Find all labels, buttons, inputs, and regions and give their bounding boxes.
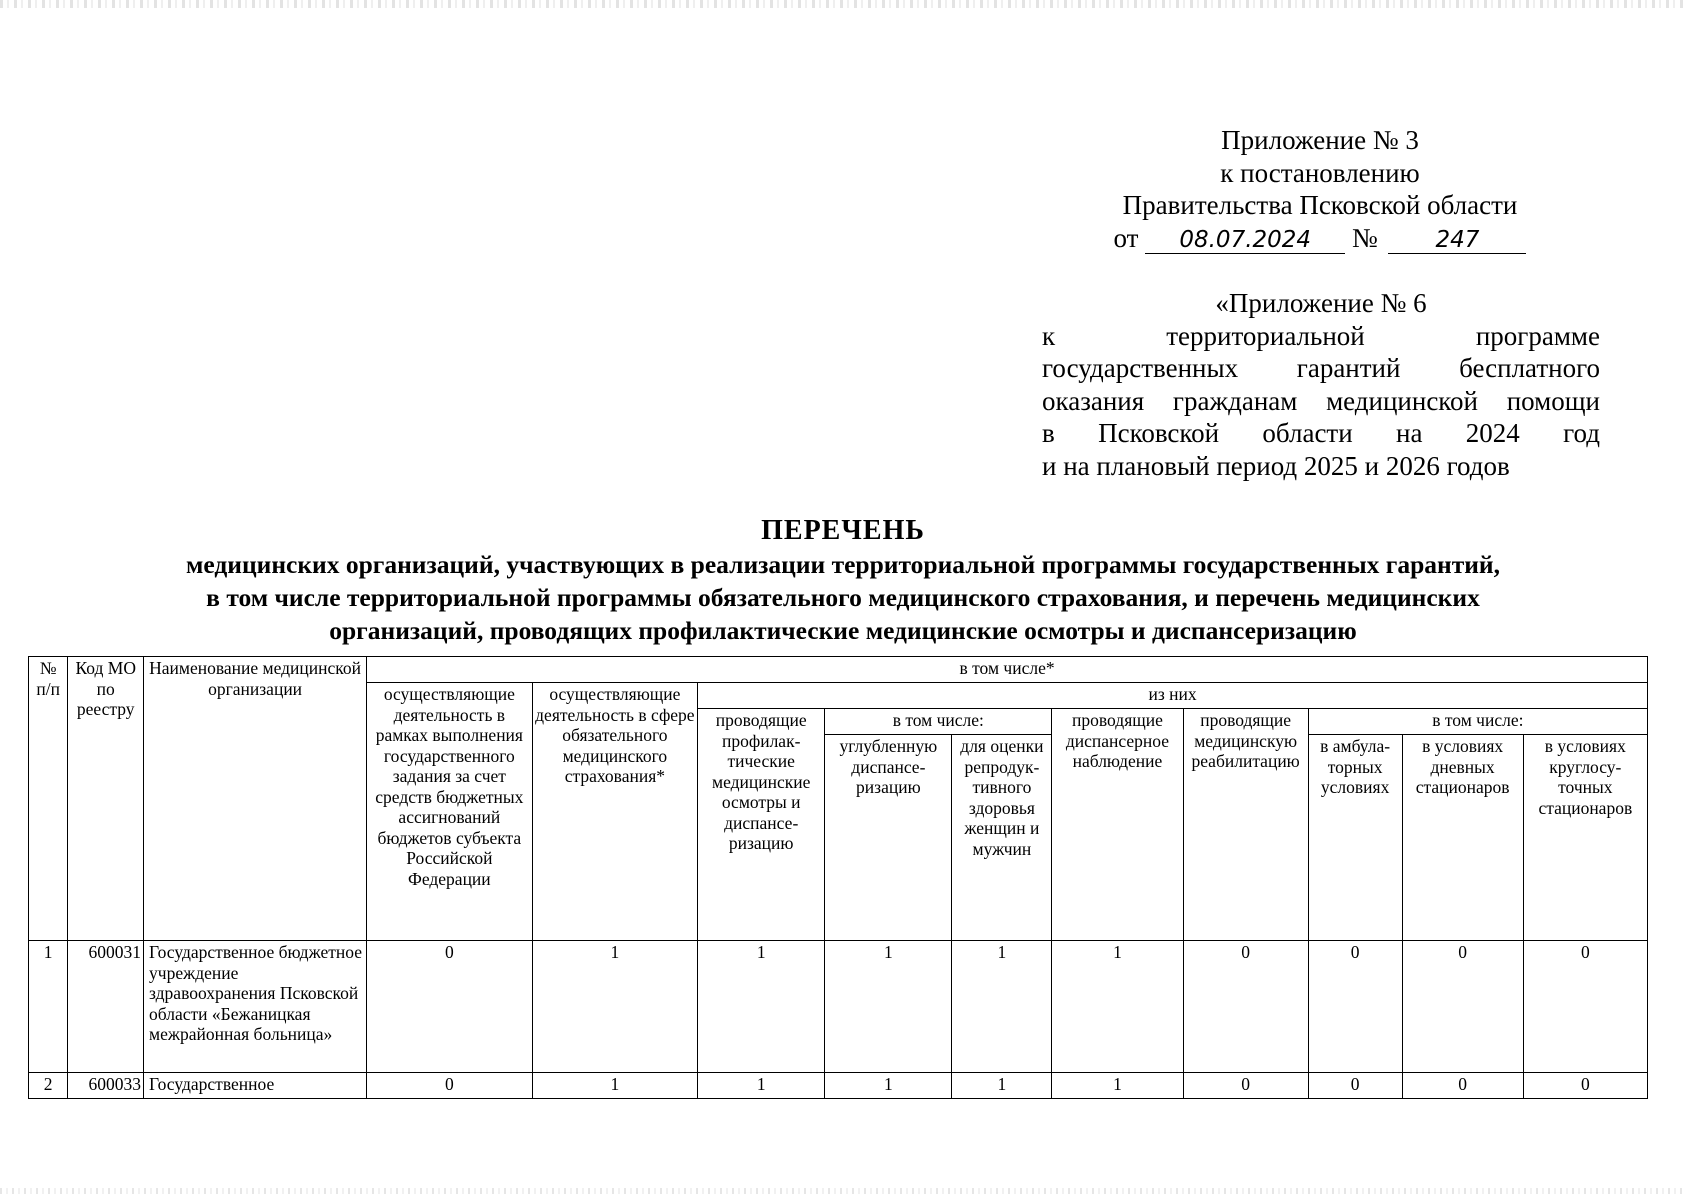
title-heading: ПЕРЕЧЕНЬ [761,515,925,546]
appendix-program-line-5: в Псковской области на 2024 год [1042,418,1600,448]
cell-state-task: 0 [367,1073,533,1099]
appendix-program-line-1: «Приложение № 6 [1215,288,1427,318]
header-num: № п/п [29,657,68,941]
header-reproductive: для оценки репродуктивного здоровья женщин и мужчин [952,735,1052,941]
cell-day-hospital: 0 [1402,941,1523,1073]
cell-day-hospital: 0 [1402,1073,1523,1099]
cell-rehab: 0 [1183,1073,1308,1099]
row-code: 600031 [68,941,144,1073]
header-including: в том числе* [367,657,1648,683]
handwritten-date: 08.07.2024 [1145,227,1345,254]
title-line-1: медицинских организаций, участвующих в реализации территориальной программы государственных гарантий, [186,550,1500,579]
cell-state-task: 0 [367,941,533,1073]
cell-outpatient: 0 [1308,941,1402,1073]
header-code: Код МО по реестру [68,657,144,941]
cell-reproductive: 1 [952,941,1052,1073]
cell-oms: 1 [532,941,698,1073]
scan-edge-bottom [0,1188,1686,1194]
appendix-header [1030,124,1610,254]
header-in-depth: углубленную диспансеризацию [825,735,952,941]
handwritten-number: 247 [1388,227,1526,254]
header-prof-exams: проводящие профилактические медицинские осмотры и диспансеризацию [698,709,825,941]
header-round-clock: в условиях круглосуточных стационаров [1523,735,1647,941]
cell-round-clock: 0 [1523,1073,1647,1099]
cell-rehab: 0 [1183,941,1308,1073]
header-of-them: из них [698,683,1648,709]
cell-in-depth: 1 [825,1073,952,1099]
cell-round-clock: 0 [1523,941,1647,1073]
header-day-hospital: в условиях дневных стационаров [1402,735,1523,941]
header-including-a: в том числе: [825,709,1052,735]
number-prefix: № [1351,222,1378,253]
appendix-program-line-4: оказания гражданам медицинской помощи [1042,385,1600,416]
scan-edge-top [0,0,1686,8]
header-state-task: осуществляющие деятельность в рамках выполнения государственного задания за счет средств бюджетных ассигнований бюджетов субъекта Российской Федерации [367,683,533,941]
cell-dispensary: 1 [1052,1073,1183,1099]
date-prefix: от [1113,222,1139,253]
row-num: 1 [29,941,68,1073]
title-line-3: организаций, проводящих профилактические медицинские осмотры и диспансеризацию [329,616,1357,645]
cell-dispensary: 1 [1052,941,1183,1073]
cell-outpatient: 0 [1308,1073,1402,1099]
appendix-line-1: Приложение № 3 [1221,125,1419,155]
organizations-table [28,656,1648,1099]
cell-prof-exams: 1 [698,941,825,1073]
header-dispensary: проводящие диспансерное наблюдение [1052,709,1183,941]
row-code: 600033 [68,1073,144,1099]
cell-prof-exams: 1 [698,1073,825,1099]
row-name: Государственное [144,1073,367,1099]
header-rehab: проводящие медицинскую реабилитацию [1183,709,1308,941]
appendix-line-2: к постановлению [1220,157,1420,188]
row-name: Государственное бюджетное учреждение здравоохранения Псковской области «Бежаницкая межрайонная больница» [144,941,367,1073]
cell-reproductive: 1 [952,1073,1052,1099]
appendix-date-line [1030,222,1610,255]
cell-oms: 1 [532,1073,698,1099]
header-including-b: в том числе: [1308,709,1647,735]
row-num: 2 [29,1073,68,1099]
document-title [30,514,1656,647]
header-oms: осуществляющие деятельность в сфере обязательного медицинского страхования* [532,683,698,941]
table-row [29,1073,1648,1099]
cell-in-depth: 1 [825,941,952,1073]
appendix-program-line-6: и на плановый период 2025 и 2026 годов [1042,450,1510,481]
appendix-program-line-2: к территориальной программе [1042,320,1600,351]
appendix-line-3: Правительства Псковской области [1122,190,1518,220]
appendix-program-line-3: государственных гарантий бесплатного [1042,353,1600,383]
table-row [29,941,1648,1073]
title-line-2: в том числе территориальной программы обязательного медицинского страхования, и перечень медицинских [206,583,1480,612]
appendix-program [1042,287,1600,482]
header-name: Наименование медицинской организации [144,657,367,941]
header-outpatient: в амбулаторных условиях [1308,735,1402,941]
